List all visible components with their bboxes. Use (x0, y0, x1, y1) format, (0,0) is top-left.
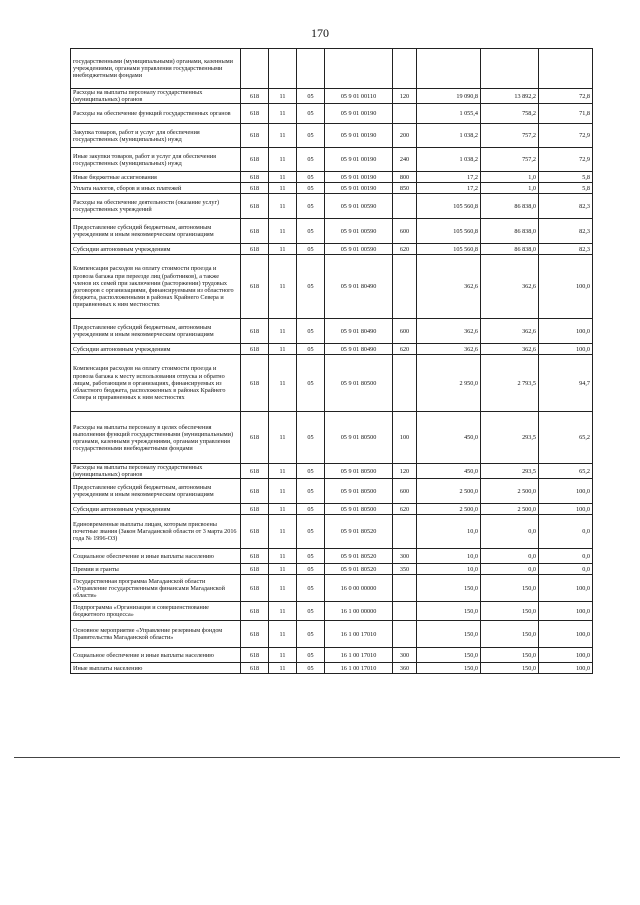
expense-name-cell: Иные выплаты населению (71, 663, 241, 674)
section-code-cell: 11 (269, 219, 297, 244)
subsection-code-cell: 05 (297, 549, 325, 564)
section-code-cell: 11 (269, 648, 297, 663)
executed-amount-cell: 1,0 (481, 183, 539, 194)
subsection-code-cell: 05 (297, 172, 325, 183)
subsection-code-cell (297, 49, 325, 89)
expense-name-cell: Социальное обеспечение и иные выплаты населению (71, 648, 241, 663)
planned-amount-cell: 17,2 (417, 183, 481, 194)
target-article-cell: 16 1 00 17010 (325, 648, 393, 663)
execution-percent-cell: 82,3 (539, 244, 593, 255)
execution-percent-cell: 72,9 (539, 148, 593, 172)
planned-amount-cell: 10,0 (417, 564, 481, 575)
table-row (71, 49, 593, 89)
expense-name-cell: Субсидии автономным учреждениям (71, 344, 241, 355)
ministry-code-cell: 618 (241, 219, 269, 244)
table-row (71, 194, 593, 219)
table-row (71, 504, 593, 515)
table-row (71, 648, 593, 663)
expense-name-cell: Субсидии автономным учреждениям (71, 244, 241, 255)
expense-name-cell: Подпрограмма «Организация и совершенствование бюджетного процесса» (71, 602, 241, 621)
ministry-code-cell: 618 (241, 663, 269, 674)
expense-name-cell: Социальное обеспечение и иные выплаты населению (71, 549, 241, 564)
executed-amount-cell: 0,0 (481, 549, 539, 564)
section-code-cell: 11 (269, 412, 297, 464)
table-row (71, 564, 593, 575)
table-row (71, 148, 593, 172)
execution-percent-cell: 72,9 (539, 124, 593, 148)
execution-percent-cell: 100,0 (539, 663, 593, 674)
target-article-cell: 05 9 01 00190 (325, 124, 393, 148)
expense-name-cell: Единовременные выплаты лицам, которым присвоены почетные звания (Закон Магаданской области от 3 марта 2016 года № 1996-ОЗ) (71, 515, 241, 549)
planned-amount-cell: 1 055,4 (417, 104, 481, 124)
executed-amount-cell: 757,2 (481, 148, 539, 172)
execution-percent-cell: 100,0 (539, 479, 593, 504)
subsection-code-cell: 05 (297, 355, 325, 412)
ministry-code-cell: 618 (241, 319, 269, 344)
target-article-cell: 05 9 01 00590 (325, 194, 393, 219)
executed-amount-cell: 150,0 (481, 575, 539, 602)
target-article-cell: 05 9 01 80520 (325, 564, 393, 575)
section-code-cell: 11 (269, 183, 297, 194)
table-row (71, 602, 593, 621)
subsection-code-cell: 05 (297, 183, 325, 194)
executed-amount-cell: 758,2 (481, 104, 539, 124)
target-article-cell: 05 9 01 00190 (325, 172, 393, 183)
expense-type-cell: 300 (393, 648, 417, 663)
expense-type-cell: 240 (393, 148, 417, 172)
executed-amount-cell: 150,0 (481, 648, 539, 663)
executed-amount-cell: 362,6 (481, 255, 539, 319)
expense-type-cell: 600 (393, 319, 417, 344)
section-code-cell: 11 (269, 319, 297, 344)
table-row (71, 104, 593, 124)
table-row (71, 183, 593, 194)
expense-name-cell: Основное мероприятие «Управление резервным фондом Правительства Магаданской области» (71, 621, 241, 648)
section-code-cell: 11 (269, 89, 297, 104)
section-code-cell: 11 (269, 575, 297, 602)
table-row (71, 355, 593, 412)
section-code-cell: 11 (269, 355, 297, 412)
planned-amount-cell: 150,0 (417, 621, 481, 648)
target-article-cell: 05 9 01 80520 (325, 549, 393, 564)
executed-amount-cell: 86 838,0 (481, 194, 539, 219)
target-article-cell: 16 0 00 00000 (325, 575, 393, 602)
section-code-cell: 11 (269, 504, 297, 515)
section-code-cell: 11 (269, 244, 297, 255)
planned-amount-cell: 17,2 (417, 172, 481, 183)
ministry-code-cell: 618 (241, 602, 269, 621)
target-article-cell: 05 9 01 80500 (325, 479, 393, 504)
page-bottom-divider (14, 757, 620, 758)
ministry-code-cell: 618 (241, 344, 269, 355)
executed-amount-cell: 150,0 (481, 621, 539, 648)
execution-percent-cell: 65,2 (539, 412, 593, 464)
planned-amount-cell: 19 090,8 (417, 89, 481, 104)
expense-type-cell: 120 (393, 89, 417, 104)
planned-amount-cell: 2 500,0 (417, 504, 481, 515)
section-code-cell: 11 (269, 564, 297, 575)
target-article-cell: 05 9 01 00190 (325, 148, 393, 172)
expense-type-cell (393, 355, 417, 412)
execution-percent-cell: 100,0 (539, 319, 593, 344)
subsection-code-cell: 05 (297, 124, 325, 148)
executed-amount-cell: 2 500,0 (481, 504, 539, 515)
subsection-code-cell: 05 (297, 319, 325, 344)
expense-name-cell: Расходы на выплаты персоналу государственных (муниципальных) органов (71, 89, 241, 104)
planned-amount-cell: 450,0 (417, 412, 481, 464)
ministry-code-cell: 618 (241, 89, 269, 104)
ministry-code-cell: 618 (241, 194, 269, 219)
planned-amount-cell: 2 500,0 (417, 479, 481, 504)
section-code-cell: 11 (269, 104, 297, 124)
expense-name-cell: Расходы на выплаты персоналу в целях обеспечения выполнения функций государственными (муниципальными) органами, казенными учреждениями, органами управления государственными внебюджетными фондами (71, 412, 241, 464)
planned-amount-cell: 362,6 (417, 344, 481, 355)
expense-type-cell: 600 (393, 479, 417, 504)
target-article-cell: 16 1 00 17010 (325, 621, 393, 648)
execution-percent-cell: 5,8 (539, 183, 593, 194)
subsection-code-cell: 05 (297, 104, 325, 124)
execution-percent-cell: 0,0 (539, 564, 593, 575)
ministry-code-cell: 618 (241, 244, 269, 255)
execution-percent-cell: 94,7 (539, 355, 593, 412)
expense-name-cell: Иные бюджетные ассигнования (71, 172, 241, 183)
expense-name-cell: Расходы на обеспечение функций государственных органов (71, 104, 241, 124)
subsection-code-cell: 05 (297, 219, 325, 244)
ministry-code-cell: 618 (241, 412, 269, 464)
execution-percent-cell: 100,0 (539, 344, 593, 355)
subsection-code-cell: 05 (297, 464, 325, 479)
planned-amount-cell: 150,0 (417, 575, 481, 602)
table-body (71, 49, 593, 674)
subsection-code-cell: 05 (297, 479, 325, 504)
expense-type-cell: 600 (393, 219, 417, 244)
planned-amount-cell: 105 560,8 (417, 219, 481, 244)
subsection-code-cell: 05 (297, 89, 325, 104)
target-article-cell: 05 9 01 80490 (325, 344, 393, 355)
section-code-cell: 11 (269, 344, 297, 355)
table-row (71, 549, 593, 564)
execution-percent-cell: 71,8 (539, 104, 593, 124)
expense-name-cell: Предоставление субсидий бюджетным, автономным учреждениям и иным некоммерческим организациям (71, 479, 241, 504)
subsection-code-cell: 05 (297, 148, 325, 172)
section-code-cell: 11 (269, 602, 297, 621)
ministry-code-cell: 618 (241, 575, 269, 602)
executed-amount-cell (481, 49, 539, 89)
expense-name-cell: Премии и гранты (71, 564, 241, 575)
table-row (71, 575, 593, 602)
section-code-cell: 11 (269, 621, 297, 648)
section-code-cell: 11 (269, 172, 297, 183)
executed-amount-cell: 293,5 (481, 464, 539, 479)
executed-amount-cell: 293,5 (481, 412, 539, 464)
section-code-cell: 11 (269, 663, 297, 674)
ministry-code-cell: 618 (241, 464, 269, 479)
table-row (71, 255, 593, 319)
planned-amount-cell: 362,6 (417, 255, 481, 319)
ministry-code-cell: 618 (241, 564, 269, 575)
table-row (71, 172, 593, 183)
table-row (71, 124, 593, 148)
executed-amount-cell: 150,0 (481, 663, 539, 674)
ministry-code-cell: 618 (241, 549, 269, 564)
planned-amount-cell: 362,6 (417, 319, 481, 344)
planned-amount-cell: 105 560,8 (417, 194, 481, 219)
section-code-cell: 11 (269, 479, 297, 504)
ministry-code-cell: 618 (241, 183, 269, 194)
execution-percent-cell: 100,0 (539, 602, 593, 621)
expense-type-cell: 360 (393, 663, 417, 674)
subsection-code-cell: 05 (297, 602, 325, 621)
expense-type-cell (393, 575, 417, 602)
expense-type-cell: 620 (393, 504, 417, 515)
expense-name-cell: Расходы на обеспечение деятельности (оказание услуг) государственных учреждений (71, 194, 241, 219)
expense-name-cell: Компенсация расходов на оплату стоимости проезда и провоза багажа к месту использования отпуска и обратно лицам, работающим в организациях, финансируемых из областного бюджета, расположенных в районах Крайнего Севера и приравненных к ним местностях (71, 355, 241, 412)
target-article-cell: 05 9 01 00590 (325, 244, 393, 255)
target-article-cell: 16 1 00 00000 (325, 602, 393, 621)
table-row (71, 89, 593, 104)
execution-percent-cell: 0,0 (539, 549, 593, 564)
target-article-cell: 05 9 01 80520 (325, 515, 393, 549)
target-article-cell: 05 9 01 80500 (325, 504, 393, 515)
target-article-cell (325, 49, 393, 89)
execution-percent-cell: 82,3 (539, 219, 593, 244)
expense-name-cell: Государственная программа Магаданской области «Управление государственными финансами Магаданской области» (71, 575, 241, 602)
subsection-code-cell: 05 (297, 344, 325, 355)
expense-type-cell (393, 602, 417, 621)
target-article-cell: 05 9 01 00190 (325, 183, 393, 194)
section-code-cell: 11 (269, 255, 297, 319)
section-code-cell (269, 49, 297, 89)
target-article-cell: 05 9 01 00590 (325, 219, 393, 244)
planned-amount-cell: 450,0 (417, 464, 481, 479)
subsection-code-cell: 05 (297, 648, 325, 663)
subsection-code-cell: 05 (297, 575, 325, 602)
expense-type-cell (393, 515, 417, 549)
expense-name-cell: Иные закупки товаров, работ и услуг для обеспечения государственных (муниципальных) нужд (71, 148, 241, 172)
ministry-code-cell: 618 (241, 515, 269, 549)
planned-amount-cell: 150,0 (417, 663, 481, 674)
expense-type-cell: 300 (393, 549, 417, 564)
executed-amount-cell: 2 500,0 (481, 479, 539, 504)
table-row (71, 663, 593, 674)
subsection-code-cell: 05 (297, 515, 325, 549)
expense-type-cell: 620 (393, 344, 417, 355)
section-code-cell: 11 (269, 194, 297, 219)
section-code-cell: 11 (269, 515, 297, 549)
subsection-code-cell: 05 (297, 621, 325, 648)
table-row (71, 515, 593, 549)
expense-type-cell: 120 (393, 464, 417, 479)
ministry-code-cell: 618 (241, 172, 269, 183)
expense-type-cell: 800 (393, 172, 417, 183)
executed-amount-cell: 86 838,0 (481, 244, 539, 255)
executed-amount-cell: 0,0 (481, 564, 539, 575)
target-article-cell: 05 9 01 80500 (325, 355, 393, 412)
execution-percent-cell: 65,2 (539, 464, 593, 479)
execution-percent-cell: 72,8 (539, 89, 593, 104)
planned-amount-cell: 2 950,0 (417, 355, 481, 412)
section-code-cell: 11 (269, 124, 297, 148)
execution-percent-cell (539, 49, 593, 89)
expense-name-cell: Предоставление субсидий бюджетным, автономным учреждениям и иным некоммерческим организациям (71, 219, 241, 244)
execution-percent-cell: 82,3 (539, 194, 593, 219)
planned-amount-cell: 1 038,2 (417, 124, 481, 148)
section-code-cell: 11 (269, 549, 297, 564)
expense-type-cell: 200 (393, 124, 417, 148)
table-row (71, 219, 593, 244)
subsection-code-cell: 05 (297, 255, 325, 319)
execution-percent-cell: 100,0 (539, 504, 593, 515)
page-number: 170 (311, 26, 329, 40)
planned-amount-cell: 10,0 (417, 515, 481, 549)
executed-amount-cell: 86 838,0 (481, 219, 539, 244)
planned-amount-cell: 1 038,2 (417, 148, 481, 172)
table-row (71, 319, 593, 344)
execution-percent-cell: 100,0 (539, 255, 593, 319)
expense-name-cell: Закупка товаров, работ и услуг для обеспечения государственных (муниципальных) нужд (71, 124, 241, 148)
target-article-cell: 05 9 01 80500 (325, 412, 393, 464)
ministry-code-cell: 618 (241, 621, 269, 648)
subsection-code-cell: 05 (297, 244, 325, 255)
executed-amount-cell: 757,2 (481, 124, 539, 148)
budget-execution-table (70, 48, 593, 674)
table-row (71, 464, 593, 479)
target-article-cell: 16 1 00 17010 (325, 663, 393, 674)
section-code-cell: 11 (269, 148, 297, 172)
table-row (71, 244, 593, 255)
table-row (71, 621, 593, 648)
expense-name-cell: Уплата налогов, сборов и иных платежей (71, 183, 241, 194)
planned-amount-cell: 105 560,8 (417, 244, 481, 255)
target-article-cell: 05 9 01 00190 (325, 104, 393, 124)
executed-amount-cell: 0,0 (481, 515, 539, 549)
expense-type-cell (393, 194, 417, 219)
executed-amount-cell: 362,6 (481, 344, 539, 355)
planned-amount-cell (417, 49, 481, 89)
expense-name-cell: государственными (муниципальными) органами, казенными учреждениями, органами управления государственными внебюджетными фондами (71, 49, 241, 89)
table-row (71, 344, 593, 355)
expense-type-cell: 100 (393, 412, 417, 464)
planned-amount-cell: 10,0 (417, 549, 481, 564)
subsection-code-cell: 05 (297, 194, 325, 219)
ministry-code-cell: 618 (241, 479, 269, 504)
expense-type-cell: 850 (393, 183, 417, 194)
execution-percent-cell: 100,0 (539, 621, 593, 648)
expense-type-cell (393, 255, 417, 319)
expense-type-cell (393, 621, 417, 648)
target-article-cell: 05 9 01 80500 (325, 464, 393, 479)
section-code-cell: 11 (269, 464, 297, 479)
expense-name-cell: Субсидии автономным учреждениям (71, 504, 241, 515)
ministry-code-cell: 618 (241, 148, 269, 172)
execution-percent-cell: 5,8 (539, 172, 593, 183)
ministry-code-cell: 618 (241, 355, 269, 412)
executed-amount-cell: 1,0 (481, 172, 539, 183)
table-row (71, 412, 593, 464)
expense-name-cell: Расходы на выплаты персоналу государственных (муниципальных) органов (71, 464, 241, 479)
subsection-code-cell: 05 (297, 663, 325, 674)
execution-percent-cell: 100,0 (539, 575, 593, 602)
executed-amount-cell: 13 892,2 (481, 89, 539, 104)
executed-amount-cell: 150,0 (481, 602, 539, 621)
expense-type-cell (393, 49, 417, 89)
ministry-code-cell: 618 (241, 124, 269, 148)
subsection-code-cell: 05 (297, 564, 325, 575)
target-article-cell: 05 9 01 80490 (325, 255, 393, 319)
executed-amount-cell: 2 793,5 (481, 355, 539, 412)
ministry-code-cell: 618 (241, 504, 269, 515)
subsection-code-cell: 05 (297, 504, 325, 515)
execution-percent-cell: 0,0 (539, 515, 593, 549)
ministry-code-cell (241, 49, 269, 89)
planned-amount-cell: 150,0 (417, 602, 481, 621)
target-article-cell: 05 9 01 00110 (325, 89, 393, 104)
expense-type-cell: 350 (393, 564, 417, 575)
expense-name-cell: Компенсация расходов на оплату стоимости проезда и провоза багажа при переезде лиц (работников), а также членов их семей при заключении (расторжении) трудовых договоров с организациями, финансируемыми из областного бюджета, расположенными в районах Крайнего Севера и приравненных к ним местностях (71, 255, 241, 319)
execution-percent-cell: 100,0 (539, 648, 593, 663)
planned-amount-cell: 150,0 (417, 648, 481, 663)
ministry-code-cell: 618 (241, 104, 269, 124)
ministry-code-cell: 618 (241, 648, 269, 663)
ministry-code-cell: 618 (241, 255, 269, 319)
subsection-code-cell: 05 (297, 412, 325, 464)
expense-name-cell: Предоставление субсидий бюджетным, автономным учреждениям и иным некоммерческим организациям (71, 319, 241, 344)
expense-type-cell (393, 104, 417, 124)
expense-type-cell: 620 (393, 244, 417, 255)
table-row (71, 479, 593, 504)
target-article-cell: 05 9 01 80490 (325, 319, 393, 344)
executed-amount-cell: 362,6 (481, 319, 539, 344)
